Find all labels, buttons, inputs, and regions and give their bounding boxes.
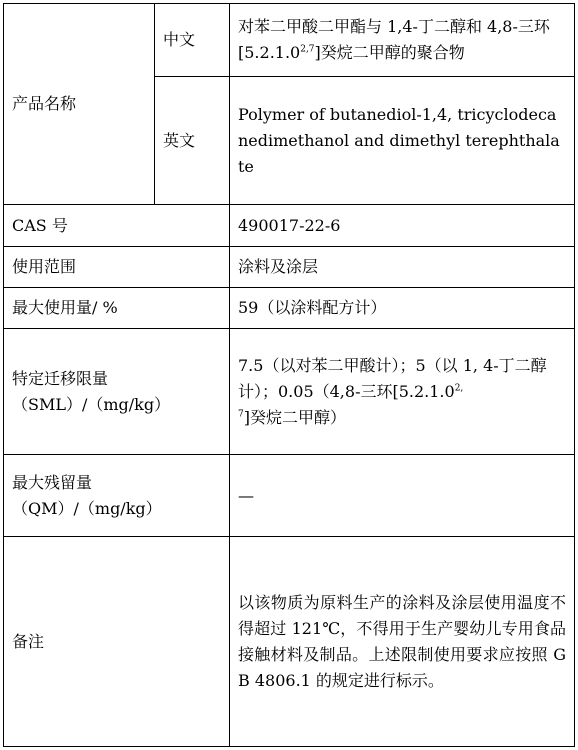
substance-spec-table bbox=[3, 3, 575, 747]
cas-label: CAS 号 bbox=[4, 205, 230, 247]
sml-label bbox=[4, 329, 230, 455]
row-qm bbox=[4, 455, 575, 537]
row-sml bbox=[4, 329, 575, 455]
row-remarks bbox=[4, 537, 575, 747]
usage-scope-label: 使用范围 bbox=[4, 247, 230, 288]
usage-scope-value: 涂料及涂层 bbox=[230, 247, 575, 288]
max-usage-value: 59（以涂料配方计） bbox=[230, 288, 575, 329]
qm-value: — bbox=[230, 455, 575, 537]
row-cas bbox=[4, 205, 575, 247]
qm-label-line2: （QM）/（mg/kg） bbox=[12, 498, 162, 518]
cas-value: 490017-22-6 bbox=[230, 205, 575, 247]
remarks-label: 备注 bbox=[4, 537, 230, 747]
chinese-name-value bbox=[230, 4, 575, 77]
row-usage-scope bbox=[4, 247, 575, 288]
chinese-name-superscript: 2,7 bbox=[300, 44, 315, 55]
max-usage-label: 最大使用量/ % bbox=[4, 288, 230, 329]
sml-value-superscript: 2,7 bbox=[238, 383, 464, 420]
english-name-value: Polymer of butanediol-1,4, tricyclodecanedimethanol and dimethyl terephthalate bbox=[230, 77, 575, 205]
product-name-label: 产品名称 bbox=[4, 4, 155, 205]
qm-label-line1: 最大残留量 bbox=[12, 472, 93, 492]
chinese-name-text: 对苯二甲酸二甲酯与 1,4-丁二醇和 4,8-三环[5.2.1.0 bbox=[238, 17, 550, 62]
remarks-value: 以该物质为原料生产的涂料及涂层使用温度不得超过 121℃，不得用于生产婴幼儿专用食品接触材料及制品。上述限制使用要求应按照 GB 4806.1 的规定进行标示。 bbox=[230, 537, 575, 747]
qm-label bbox=[4, 455, 230, 537]
english-name-label: 英文 bbox=[155, 77, 230, 205]
row-max-usage bbox=[4, 288, 575, 329]
sml-value-text: 7.5（以对苯二甲酸计）；5（以 1, 4-丁二醇计）；0.05（4,8-三环[5.2.1.0 bbox=[238, 355, 547, 401]
sml-label-line2: （SML）/（mg/kg） bbox=[12, 394, 171, 414]
sml-value-text-end: ]癸烷二甲醇） bbox=[243, 407, 346, 427]
sml-value bbox=[230, 329, 575, 455]
chinese-name-label: 中文 bbox=[155, 4, 230, 77]
sml-label-line1: 特定迁移限量 bbox=[12, 368, 109, 388]
row-product-name-chinese bbox=[4, 4, 575, 77]
chinese-name-text-end: ]癸烷二甲醇的聚合物 bbox=[314, 43, 465, 62]
